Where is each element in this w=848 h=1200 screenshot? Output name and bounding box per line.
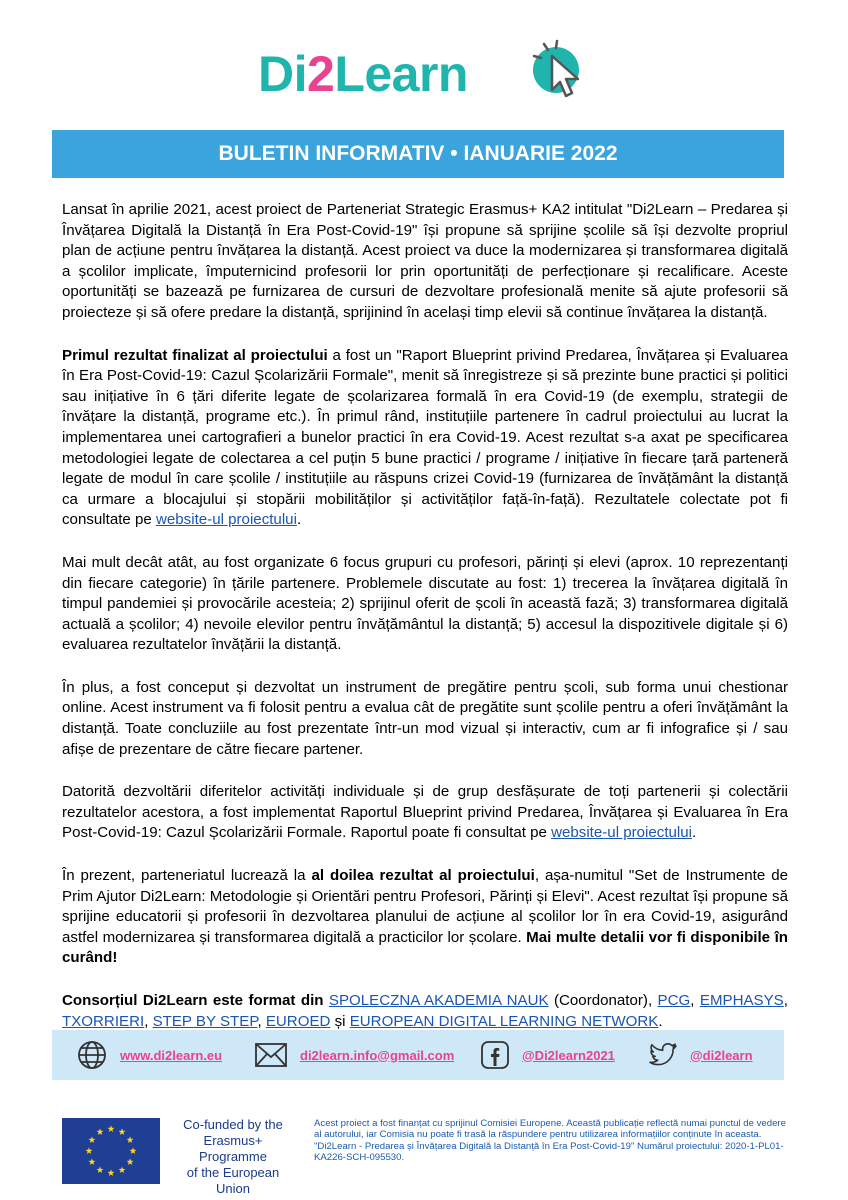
facebook-icon [480, 1040, 510, 1070]
facebook-link[interactable]: @Di2learn2021 [522, 1047, 615, 1063]
cofunded-text: Co-funded by the Erasmus+ Programme of the European Union [183, 1117, 283, 1196]
partner-link-pcg[interactable]: PCG [657, 992, 691, 1009]
eu-disclaimer: Acest proiect a fost finanțat cu sprijinul Comisiei Europene. Această publicație reflectă numai punctul de vedere al autorului, iar Comisia nu poate fi trasă la răspundere pentru utilizarea informațiilor conținute în aceasta. "Di2Learn - Predarea și Învățarea Digitală la Distanță în Era Post-Covid-19" Numărul proiectului: 2020-1-PL01-KA226-SCH-095530. [314, 1118, 786, 1164]
email-link[interactable]: di2learn.info@gmail.com [300, 1047, 455, 1063]
project-website-link[interactable]: website-ul proiectului [155, 511, 297, 529]
newsletter-banner [52, 130, 784, 178]
di2learn-logo [258, 36, 598, 116]
paragraph-intro: Lansat în aprilie 2021, acest proiect de Parteneriat Strategic Erasmus+ KA2 intitulat "Di2Learn – Predarea și Învățarea Digitală la Distanță în Era Post-Covid-19" își propune să sprijine școlile să își dezvolte propriul plan de acțiune pentru învățarea la distanță. Acest proiect va duce la modernizarea și transformarea digitală a școlilor implicate, împuternicind profesorii lor prin oportunități de perfecționare și recalificare. Aceste oportunități se bazează pe furnizarea de cursuri de dezvoltare profesională menite să ajute profesorii să proiecteze și să ofere predare la distanță, sprijinind în același timp elevii să continue învățarea la distanță. [62, 201, 788, 321]
eu-flag-icon [62, 1118, 160, 1184]
footer-facebook [480, 1030, 615, 1080]
partner-link-txorrieri[interactable]: TXORRIERI [62, 1012, 145, 1030]
paragraph-second-result: În prezent, parteneriatul lucrează la al doilea rezultat al proiectului, așa-numitul "Set de Instrumente de Prim Ajutor Di2Learn: Metodologie și Orientări pentru Profesori, Părinți și Elevi". Acest rezultat își propune să sprijine educatorii și profesorii în dezvoltarea planului de acțiune al școlilor lor în era Covid-19, asigurând astfel modernizarea și transformarea digitală a practicilor lor școlare. Mai multe detalii vor fi disponibile în curând! [62, 867, 788, 967]
partner-link-euroed[interactable]: EUROED [265, 1012, 331, 1030]
first-result-heading: Primul rezultat finalizat al proiectului [62, 346, 328, 364]
newsletter-body [62, 200, 788, 1054]
website-link[interactable]: www.di2learn.eu [120, 1047, 223, 1063]
footer-email [254, 1030, 454, 1080]
partner-link-step-by-step[interactable]: STEP BY STEP [152, 1012, 258, 1030]
footer-twitter [648, 1030, 753, 1080]
partner-link-san[interactable]: SPOLECZNA AKADEMIA NAUK [328, 992, 549, 1009]
contact-footer [52, 1030, 784, 1080]
logo-wordmark: Di2Learn [258, 46, 468, 102]
envelope-icon [254, 1042, 288, 1068]
paragraph-first-result: Primul rezultat finalizat al proiectului a fost un "Raport Blueprint privind Predarea, Învățarea și Evaluarea în Era Post-Covid-19: Cazul Școlarizării Formale", menit să înregistreze și să prezinte bune practici și politici sau inițiative în 6 țări diferite legate de școlarizarea formală în era Covid-19 (de exemplu, strategii de învățare la distanță, programe etc.). În primul rând, instituțiile partenere în cadrul proiectului au lucrat la implementarea unei cartografieri a bunelor practici în era Covid-19. Acest rezultat s-a axat pe specificarea metodologiei legate de colectarea a cel puțin 5 bune practici / programe / inițiative în fiecare țară parteneră legate de modul în care școlile / instituțiile au răspuns crizei Covid-19 (furnizarea de învățământ la distanță ca urmare a blocajului și stopării mobilităților și activităților față-în-față). Rezultatele colectate pot fi consultate pe website-ul proiectului. [62, 346, 788, 529]
paragraph-focus-groups: Mai mult decât atât, au fost organizate 6 focus grupuri cu profesori, părinți și elevi (aprox. 10 reprezentanți din fiecare categorie) în țările partenere. Problemele discutate au fost: 1) trecerea la învățarea digitală în timpul pandemiei și provocările acesteia; 2) sprijinul oferit de școli în această fază; 3) transformarea digitală actuală a școlilor; 4) nevoile elevilor pentru învățământul la distanță; 5) accesul la dispozitivele digitale și 6) evaluarea rezultatelor învățării la distanță. [62, 553, 788, 654]
paragraph-blueprint-report: Datorită dezvoltării diferitelor activități individuale și de grup desfășurate de toți partenerii și colectării rezultatelor acestora, a fost implementat Raportul Blueprint privind Predarea, Învățarea și Evaluarea în Era Post-Covid-19: Cazul Școlarizării Formale. Raportul poate fi consultat pe website-ul proiectului. [62, 783, 788, 842]
paragraph-readiness-tool: În plus, a fost conceput și dezvoltat un instrument de pregătire pentru școli, sub forma unui chestionar online. Acest instrument va fi folosit pentru a evalua cât de pregătite sunt școlile pentru a oferi învățământ la distanță. Toate concluziile au fost prezentate într-un mod vizual și interactiv, cum ar fi infografice și / sau afișe de prezentare de către fiecare partener. [62, 678, 788, 758]
twitter-link[interactable]: @di2learn [690, 1047, 753, 1063]
footer-website [76, 1030, 222, 1080]
newsletter-title: BULETIN INFORMATIV • IANUARIE 2022 [218, 142, 618, 165]
partner-link-edln[interactable]: EUROPEAN DIGITAL LEARNING NETWORK [349, 1012, 659, 1030]
twitter-icon [648, 1042, 678, 1068]
cursor-click-icon [526, 36, 596, 106]
paragraph-consortium: Consorțiul Di2Learn este format din SPOLECZNA AKADEMIA NAUK (Coordonator), PCG, EMPHASYS, TXORRIERI, STEP BY STEP, EUROED și EUROPEAN DIGITAL LEARNING NETWORK. [62, 992, 788, 1030]
partner-link-emphasys[interactable]: EMPHASYS [699, 992, 784, 1009]
globe-icon [76, 1039, 108, 1071]
project-website-link[interactable]: website-ul proiectului [551, 824, 693, 842]
